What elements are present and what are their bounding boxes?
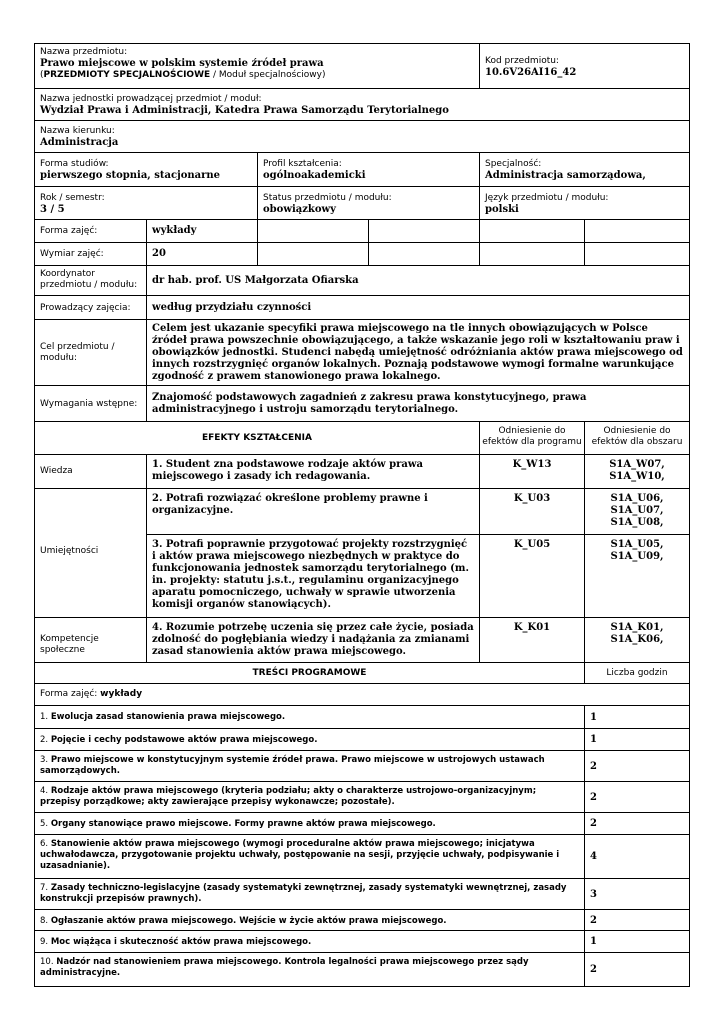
goal-label: Cel przedmiotu / modułu:	[40, 342, 115, 363]
profile-value: ogólnoakademicki	[263, 170, 366, 181]
status-cell	[257, 186, 480, 220]
category-knowledge: Wiedza	[34, 454, 147, 489]
hours-value: 20	[152, 248, 166, 259]
requirements-value-cell	[146, 385, 690, 422]
program-item-text	[40, 839, 579, 872]
effects-title-cell	[34, 421, 480, 455]
specialty-label: Specjalność:	[485, 159, 542, 169]
class-form-value: wykłady	[152, 225, 197, 236]
language-label: Język przedmiotu / modułu:	[485, 193, 609, 203]
effects-program-header: Odniesienie do efektów dla programu	[482, 426, 582, 447]
program-item-hours	[584, 834, 690, 879]
program-form-cell	[34, 683, 690, 706]
profile-cell	[257, 152, 480, 187]
program-item-text	[40, 916, 579, 927]
program-item-title: Zasady techniczno-legislacyjne (zasady systematyki zewnętrznej, zasady systematyki wewnętrznej, zasady konstrukcji przepisów prawnych).	[40, 883, 567, 904]
program-item-text	[40, 735, 579, 746]
program-item-number: 10.	[40, 957, 57, 967]
program-item-hours	[584, 878, 690, 910]
effects-area-header: Odniesienie do efektów dla obszaru	[591, 426, 683, 447]
effect-program-ref: K_U05	[479, 534, 585, 618]
effects-area-col	[584, 421, 690, 455]
program-item-title: Nadzór nad stanowieniem prawa miejscowego. Kontrola legalności prawa miejscowego przez sądy administracyjne.	[40, 957, 529, 978]
direction-label: Nazwa kierunku:	[40, 126, 115, 136]
program-item-number: 2.	[40, 735, 51, 745]
study-form-value: pierwszego stopnia, stacjonarne	[40, 170, 221, 181]
language-cell	[479, 186, 690, 220]
program-item-hours-value: 2	[590, 818, 597, 829]
study-form-label: Forma studiów:	[40, 159, 109, 169]
program-item-number: 7.	[40, 883, 51, 893]
year-value: 3 / 5	[40, 204, 65, 215]
effect-area-ref: S1A_U05, S1A_U09,	[584, 534, 690, 618]
lecturer-value-cell	[146, 295, 690, 320]
category-skills: Umiejętności	[34, 488, 147, 618]
course-name-value: Prawo miejscowe w polskim systemie źródeł prawa	[40, 58, 324, 69]
program-item-text	[40, 937, 579, 948]
effect-text: 1. Student zna podstawowe rodzaje aktów prawa miejscowego i zasady ich redagowania.	[146, 454, 480, 489]
program-item-number: 3.	[40, 755, 51, 765]
program-item	[34, 728, 585, 751]
study-form-cell	[34, 152, 258, 187]
coordinator-label-cell	[34, 265, 147, 296]
program-item-hours-value: 1	[590, 711, 597, 723]
program-item	[34, 781, 585, 813]
effects-title: EFEKTY KSZTAŁCENIA	[202, 433, 312, 443]
goal-value-cell	[146, 319, 690, 386]
program-item-text	[40, 755, 579, 777]
program-item-title: Rodzaje aktów prawa miejscowego (kryteria podziału; akty o charakterze ustrojowo-organizacyjnym; przepisy porządkowe; akty zawierające przepisy wykonawcze; pozostałe).	[40, 786, 537, 807]
empty-cell	[368, 219, 480, 243]
effect-text: 4. Rozumie potrzebę uczenia się przez całe życie, posiada zdolność do pogłębiania wiedzy i nadążania za zmianami zasad stanowienia aktów prawa miejscowego.	[146, 617, 480, 663]
requirements-label: Wymagania wstępne:	[40, 399, 138, 409]
class-form-label-cell	[34, 219, 147, 243]
lecturer-label-cell	[34, 295, 147, 320]
course-name-cell	[34, 43, 480, 89]
goal-label-cell	[34, 319, 147, 386]
program-item-title: Organy stanowiące prawo miejscowe. Formy prawne aktów prawa miejscowego.	[50, 819, 436, 829]
lecturer-value: według przydziału czynności	[152, 302, 312, 313]
requirements-label-cell	[34, 385, 147, 422]
effect-program-ref: K_W13	[479, 454, 585, 489]
program-item	[34, 930, 585, 953]
empty-cell	[479, 242, 585, 266]
program-item-text	[40, 957, 579, 979]
program-item-hours-value: 2	[590, 791, 597, 803]
program-item-hours	[584, 705, 690, 729]
unit-value: Wydział Prawa i Administracji, Katedra Prawa Samorządu Terytorialnego	[40, 105, 449, 116]
program-item-number: 6.	[40, 839, 51, 849]
effects-program-col	[479, 421, 585, 455]
program-item	[34, 812, 585, 835]
year-cell	[34, 186, 258, 220]
program-item-title: Ogłaszanie aktów prawa miejscowego. Wejście w życie aktów prawa miejscowego.	[50, 916, 447, 926]
program-item-hours-value: 2	[590, 914, 597, 926]
effect-program-ref: K_K01	[479, 617, 585, 663]
program-item-hours-value: 2	[590, 964, 597, 975]
hours-label: Wymiar zajęć:	[40, 249, 104, 259]
program-title-cell	[34, 662, 585, 684]
effect-text: 3. Potrafi poprawnie przygotować projekty rozstrzygnięć i aktów prawa miejscowego niezbędnych w praktyce do funkcjonowania jednostek samorządu terytorialnego (m. in. projekty: statutu j.s.t., regulaminu organizacyjnego aparatu pomocniczego, uchwały w sprawie utworzenia komisji organów stanowiących).	[146, 534, 480, 618]
program-hours-header: Liczba godzin	[606, 668, 668, 678]
program-item-number: 4.	[40, 786, 51, 796]
unit-label: Nazwa jednostki prowadzącej przedmiot / moduł:	[40, 94, 262, 104]
unit-cell	[34, 88, 690, 121]
direction-cell	[34, 120, 690, 153]
empty-cell	[584, 219, 690, 243]
language-value: polski	[485, 204, 519, 215]
coordinator-value: dr hab. prof. US Małgorzata Ofiarska	[152, 275, 359, 286]
hours-label-cell	[34, 242, 147, 266]
effect-area-ref: S1A_K01, S1A_K06,	[584, 617, 690, 663]
program-item-text	[40, 712, 579, 723]
course-code-cell	[479, 43, 690, 89]
program-hours-header-cell	[584, 662, 690, 684]
program-item-hours	[584, 781, 690, 813]
program-item-text	[40, 819, 579, 830]
course-code-label: Kod przedmiotu:	[485, 56, 559, 66]
program-item-title: Stanowienie aktów prawa miejscowego (wymogi proceduralne aktów prawa miejscowego; inicjatywa uchwałodawcza, przygotowanie projektu uchwały, postępowanie na sesji, przyjęcie uchwały, podpisywanie i uzasadnianie).	[40, 839, 560, 871]
program-item-hours-value: 3	[590, 888, 597, 900]
program-item-number: 1.	[40, 712, 51, 722]
program-item-hours-value: 1	[590, 734, 597, 745]
module-type: (PRZEDMIOTY SPECJALNOŚCIOWE / Moduł specjalnościowy)	[40, 70, 326, 80]
empty-cell	[257, 242, 369, 266]
program-item	[34, 909, 585, 931]
profile-label: Profil kształcenia:	[263, 159, 342, 169]
program-item-hours	[584, 952, 690, 987]
status-value: obowiązkowy	[263, 204, 336, 215]
program-item-title: Pojęcie i cechy podstawowe aktów prawa miejscowego.	[50, 735, 318, 745]
program-item-hours	[584, 909, 690, 931]
program-item-number: 9.	[40, 937, 51, 947]
program-item-hours	[584, 750, 690, 782]
program-item	[34, 952, 585, 987]
coordinator-label: Koordynator przedmiotu / modułu:	[40, 269, 138, 290]
program-item-number: 8.	[40, 916, 51, 926]
lecturer-label: Prowadzący zajęcia:	[40, 303, 131, 313]
empty-cell	[368, 242, 480, 266]
program-item-number: 5.	[40, 819, 51, 829]
program-form: Forma zajęć: wykłady	[40, 689, 143, 699]
effect-area-ref: S1A_U06, S1A_U07, S1A_U08,	[584, 488, 690, 535]
class-form-label: Forma zajęć:	[40, 226, 98, 236]
effect-program-ref: K_U03	[479, 488, 585, 535]
effect-text: 2. Potrafi rozwiązać określone problemy prawne i organizacyjne.	[146, 488, 480, 535]
program-item	[34, 705, 585, 729]
empty-cell	[257, 219, 369, 243]
program-item	[34, 750, 585, 782]
program-item-title: Ewolucja zasad stanowienia prawa miejscowego.	[50, 712, 286, 722]
year-label: Rok / semestr:	[40, 193, 105, 203]
program-item-title: Moc wiążąca i skuteczność aktów prawa miejscowego.	[50, 937, 312, 947]
class-form-value-cell	[146, 219, 258, 243]
hours-value-cell	[146, 242, 258, 266]
program-item-hours-value: 1	[590, 936, 597, 947]
course-code-value: 10.6V26AI16_42	[485, 67, 577, 78]
program-item	[34, 834, 585, 879]
program-item-title: Prawo miejscowe w konstytucyjnym systemie źródeł prawa. Prawo miejscowe w ustrojowych ustawach samorządowych.	[40, 755, 545, 776]
program-item-hours-value: 2	[590, 760, 597, 772]
program-item-hours	[584, 728, 690, 751]
program-item-hours-value: 4	[590, 851, 597, 862]
goal-value: Celem jest ukazanie specyfiki prawa miejscowego na tle innych obowiązujących w Polsce źródeł prawa powszechnie obowiązującego, a także wskazanie jego roli w kształtowaniu praw i obowiązków jednostki. Studenci nabędą umiejętność odróżniania aktów prawa miejscowego od innych rozstrzygnięć organów lokalnych. Poznają podstawowe wymogi formalne warunkujące zgodność z prawem stanowionego prawa lokalnego.	[152, 323, 683, 382]
direction-value: Administracja	[40, 137, 119, 148]
specialty-cell	[479, 152, 690, 187]
empty-cell	[479, 219, 585, 243]
empty-cell	[584, 242, 690, 266]
program-item	[34, 878, 585, 910]
program-item-hours	[584, 812, 690, 835]
program-item-text	[40, 883, 579, 905]
program-item-text	[40, 786, 579, 808]
requirements-value: Znajomość podstawowych zagadnień z zakresu prawa konstytucyjnego, prawa administracyjnego i ustroju samorządu terytorialnego.	[152, 392, 587, 415]
program-item-hours	[584, 930, 690, 953]
coordinator-value-cell	[146, 265, 690, 296]
category-social: Kompetencje społeczne	[34, 617, 147, 663]
status-label: Status przedmiotu / modułu:	[263, 193, 392, 203]
effect-area-ref: S1A_W07, S1A_W10,	[584, 454, 690, 489]
program-title: TREŚCI PROGRAMOWE	[252, 668, 367, 678]
course-name-label: Nazwa przedmiotu:	[40, 47, 128, 57]
specialty-value: Administracja samorządowa,	[485, 170, 646, 181]
